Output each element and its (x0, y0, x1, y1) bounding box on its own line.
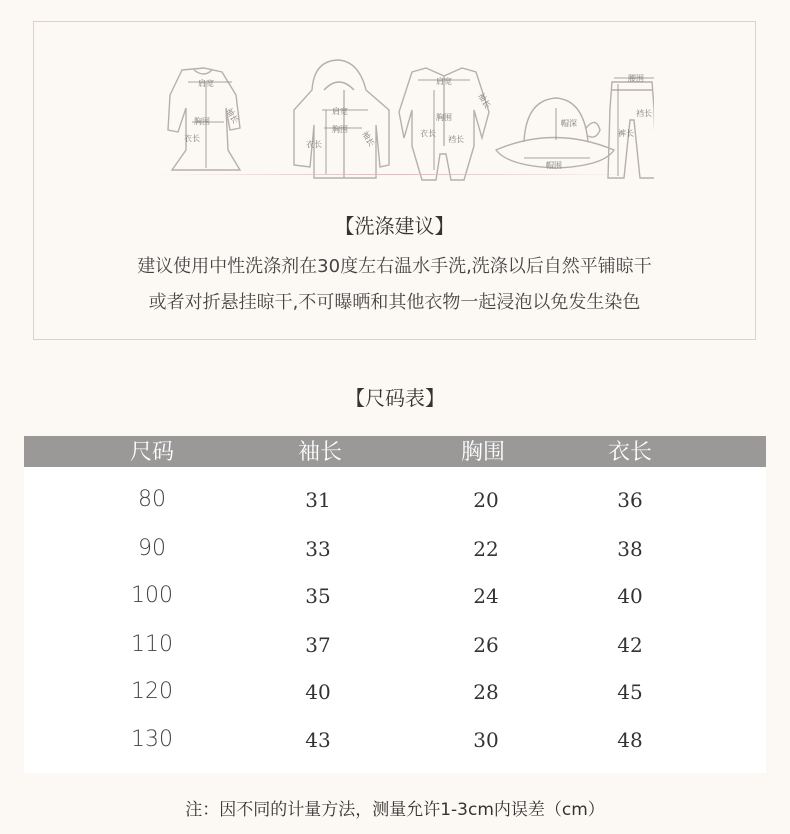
size-table-body (24, 467, 766, 773)
label-crotch-5: 裆长 (636, 109, 652, 118)
label-pants-length: 裤长 (618, 129, 634, 138)
cell-size: 120 (131, 679, 173, 704)
label-sleeve-3: 袖长 (476, 91, 493, 110)
label-length-3: 衣长 (420, 129, 436, 138)
cell-chest: 22 (473, 537, 499, 561)
cell-size: 90 (138, 536, 166, 561)
label-chest-2: 胸围 (332, 125, 348, 134)
cell-length: 38 (617, 537, 643, 561)
label-sleeve-1: 袖长 (224, 106, 241, 125)
label-crotch-3: 裆长 (448, 135, 464, 144)
cell-chest: 20 (473, 488, 499, 512)
cell-size: 100 (131, 583, 173, 608)
cell-length: 42 (617, 633, 643, 657)
label-waist: 腰围 (628, 74, 644, 83)
divider-line (154, 174, 634, 175)
garment-measurement-sketches (144, 50, 654, 190)
cell-size: 80 (138, 487, 166, 512)
label-length-2: 衣长 (306, 140, 322, 149)
table-row (24, 677, 766, 707)
wash-text-line-1: 建议使用中性洗涤剂在30度左右温水手洗,洗涤以后自然平铺晾干 (137, 256, 652, 277)
hooded-jacket-sketch (294, 60, 389, 178)
header-sleeve: 袖长 (297, 440, 342, 465)
wash-instructions-panel (33, 21, 756, 340)
cell-size: 110 (131, 632, 173, 657)
table-row (24, 485, 766, 515)
cell-sleeve: 33 (305, 537, 331, 561)
cell-chest: 24 (473, 584, 499, 608)
header-chest: 胸围 (460, 440, 505, 465)
label-shoulder-1: 肩宽 (198, 79, 214, 88)
header-size: 尺码 (129, 440, 174, 465)
header-length: 衣长 (607, 440, 652, 465)
label-hat-circ: 帽围 (546, 161, 562, 170)
label-sleeve-2: 袖长 (360, 129, 377, 148)
cell-sleeve: 43 (305, 728, 331, 752)
table-row (24, 534, 766, 564)
size-table-header (24, 436, 766, 467)
cell-length: 48 (617, 728, 643, 752)
table-row (24, 581, 766, 611)
table-row (24, 725, 766, 755)
cell-chest: 28 (473, 680, 499, 704)
cell-chest: 30 (473, 728, 499, 752)
cell-length: 45 (617, 680, 643, 704)
wash-text-line-2: 或者对折悬挂晾干,不可曝晒和其他衣物一起浸泡以免发生染色 (148, 292, 641, 313)
label-shoulder-3: 肩宽 (436, 77, 452, 86)
cell-length: 36 (617, 488, 643, 512)
cell-chest: 26 (473, 633, 499, 657)
cell-sleeve: 31 (305, 488, 331, 512)
wash-title: 【洗涤建议】 (334, 214, 455, 238)
table-row (24, 630, 766, 660)
label-chest-3: 胸围 (436, 113, 452, 122)
cell-length: 40 (617, 584, 643, 608)
label-chest-1: 胸围 (194, 117, 210, 126)
cell-sleeve: 37 (305, 633, 331, 657)
size-table-title: 【尺码表】 (345, 386, 445, 410)
measurement-note: 注：因不同的计量方法，测量允许1-3cm内误差（cm） (185, 800, 605, 820)
label-shoulder-2: 肩宽 (332, 107, 348, 116)
label-hat-depth: 帽深 (561, 119, 577, 128)
label-length-1: 衣长 (184, 134, 200, 143)
cell-sleeve: 35 (305, 584, 331, 608)
cell-sleeve: 40 (305, 680, 331, 704)
cell-size: 130 (131, 727, 173, 752)
hat-sketch (496, 98, 614, 168)
